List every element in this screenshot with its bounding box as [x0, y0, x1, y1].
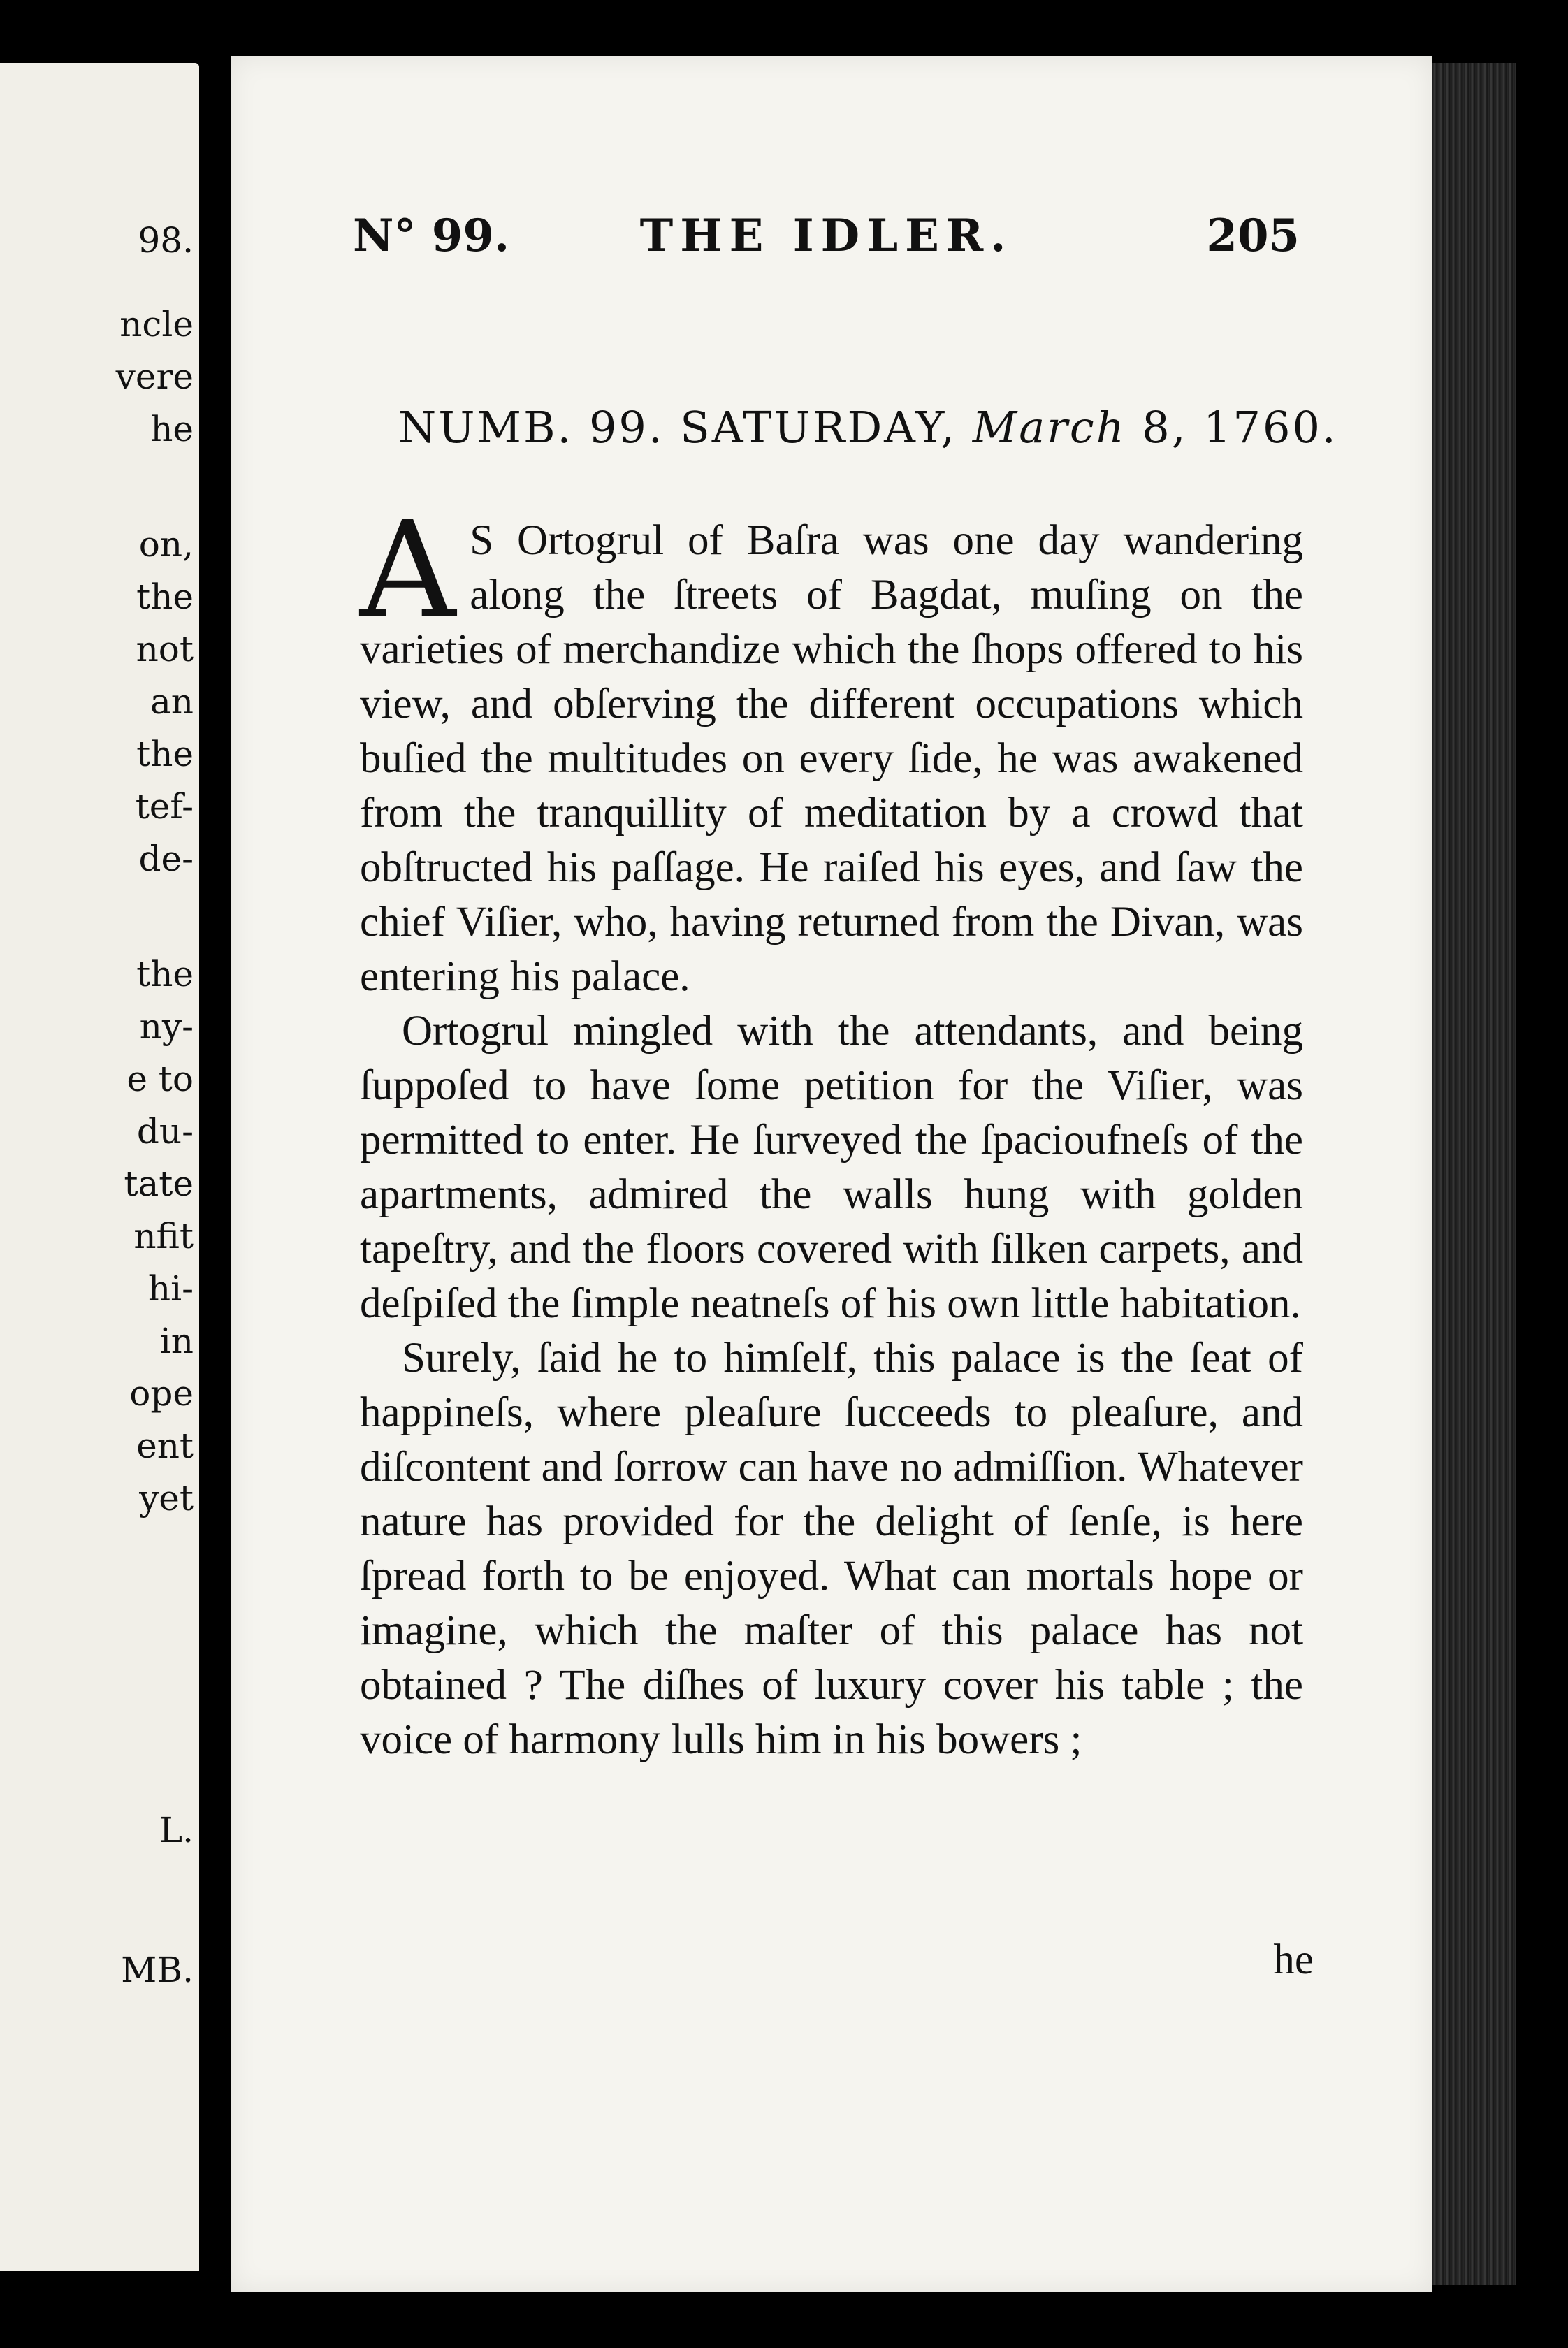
left-fragment: ncle	[119, 304, 194, 345]
left-fragment: not	[136, 629, 194, 669]
left-fragment: e to	[126, 1059, 194, 1099]
paragraph-3: Surely, ſaid he to himſelf, this palace is the ſeat of happineſs, where pleaſure ſucceeds to pleaſure, and diſcontent and ſorrow can have no admiſſion. Whatever nature has provided for the delight of ſenſe, is here ſpread forth to be enjoyed. What can mortals hope or imagine, which the maſter of this palace has not obtained ? The diſhes of luxury cover his table ; the voice of harmony lulls him in his bowers ;	[360, 1335, 1303, 1763]
left-fragment: tate	[124, 1164, 194, 1204]
drop-cap: A	[360, 493, 456, 647]
left-fragment: yet	[139, 1478, 194, 1519]
essay-body	[360, 493, 1303, 1767]
left-fragment: he	[150, 409, 194, 449]
left-fragment: MB.	[121, 1950, 194, 1990]
catchword: he	[1273, 1936, 1314, 1983]
issue-dateline	[398, 402, 1338, 453]
left-fragment: the	[136, 954, 194, 994]
left-fragment: L.	[159, 1810, 194, 1850]
page-number: 205	[1206, 210, 1300, 262]
left-fragment: tef-	[135, 786, 194, 827]
left-fragment: 98.	[138, 220, 194, 261]
left-fragment: ope	[129, 1373, 194, 1414]
paragraph-1-text: S Ortogrul of Baſra was one day wandering along the ſtreets of Bagdat, muſing on the varieties of merchandize which the ſhops offered to his view, and obſerving the different occupations which buſied the multitudes on every ſide, he was awakened from the tranquillity of meditation by a crowd that obſtructed his paſſage. He raiſed his eyes, and ſaw the chief Viſier, who, having returned from the Divan, was entering his palace.	[360, 517, 1303, 1000]
paragraph-1	[360, 493, 1303, 1004]
left-fragment: the	[136, 734, 194, 774]
issue-number: N° 99.	[353, 210, 510, 262]
left-fragment: de-	[138, 839, 194, 879]
left-fragment: nfit	[133, 1216, 194, 1256]
issue-numb: NUMB. 99.	[398, 402, 665, 453]
left-fragment: the	[136, 577, 194, 617]
left-fragment: ent	[136, 1426, 194, 1466]
left-fragment: on,	[138, 524, 194, 565]
left-fragment: hi-	[147, 1268, 194, 1309]
running-header	[353, 210, 1300, 273]
left-fragment: vere	[115, 356, 194, 397]
issue-date: 8, 1760.	[1142, 402, 1338, 453]
left-fragment: du-	[136, 1111, 194, 1152]
page-edges	[1432, 63, 1516, 2285]
paragraph-2: Ortogrul mingled with the attendants, and being ſuppoſed to have ſome petition for the Viſier, was permitted to enter. He ſurveyed the ſpacioufneſs of the apartments, admired the walls hung with golden tapeſtry, and the floors covered with ſilken carpets, and deſpiſed the ſimple neatneſs of his own little habitation.	[360, 1008, 1303, 1327]
left-fragment: ny-	[139, 1006, 194, 1047]
left-fragment: an	[150, 681, 194, 722]
running-title: THE IDLER.	[639, 210, 1013, 262]
issue-day: SATURDAY,	[680, 402, 957, 453]
left-fragment: in	[159, 1321, 194, 1361]
previous-page-fragment	[0, 63, 199, 2271]
issue-month: March	[972, 402, 1126, 453]
